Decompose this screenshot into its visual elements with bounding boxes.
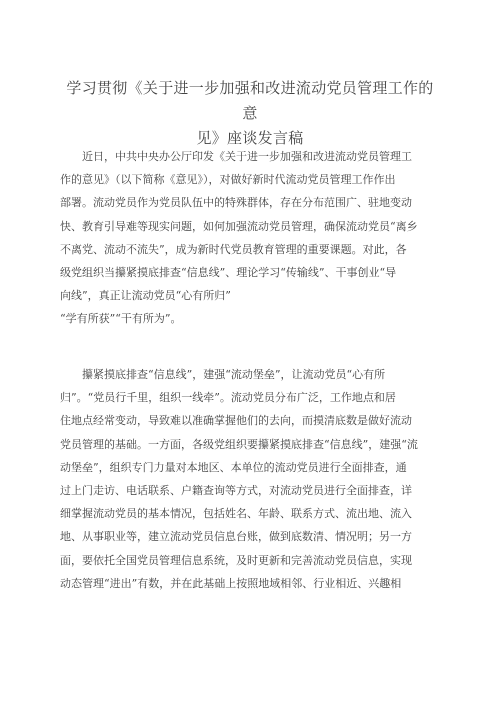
document-title [60,76,440,151]
paragraph-line: 归”。“党员行千里，组织一线牵”。流动党员分布广泛，工作地点和居 [60,391,396,405]
paragraph-line: 地、从事职业等，建立流动党员信息台账，做到底数清、情况明；另一方 [60,530,412,544]
paragraph-line: 动态管理“进出”有数，并在此基础上按照地域相邻、行业相近、兴趣相 [60,576,402,590]
paragraph-line: 快、教育引导难等现实问题，如何加强流动党员管理，确保流动党员“离乡 [60,219,418,233]
paragraph-line: 不离党、流动不流失”，成为新时代党员教育管理的重要课题。对此，各 [60,242,407,256]
paragraph-line: 攥紧摸底排查“信息线”，建强“流动堡垒”，让流动党员“心有所 [82,368,386,381]
title-line-2: 见》座谈发言稿 [196,129,304,147]
paragraph-line: 作的意见》（以下简称《意见》），对做好新时代流动党员管理工作作出 [60,173,396,187]
paragraph-line: 动堡垒”，组织专门力量对本地区、本单位的流动党员进行全面排查，通 [60,460,407,474]
paragraph-line: 细掌握流动党员的基本情况，包括姓名、年龄、联系方式、流出地、流入 [60,507,412,521]
title-line-1: 学习贯彻《关于进一步加强和改进流动党员管理工作的意 [66,79,434,122]
paragraph-line: 党员管理的基础。一方面，各级党组织要攥紧摸底排查“信息线”，建强“流 [60,437,418,451]
paragraph-line: “学有所获”“干有所为”。 [60,312,182,326]
paragraph-1 [60,145,444,331]
paragraph-line: 面，要依托全国党员管理信息系统，及时更新和完善流动党员信息，实现 [60,553,412,567]
paragraph-2 [60,363,444,595]
paragraph-line: 过上门走访、电话联系、户籍查询等方式，对流动党员进行全面排查，详 [60,484,412,498]
paragraph-line: 住地点经常变动，导致难以准确掌握他们的去向，而摸清底数是做好流动 [60,414,412,428]
paragraph-line: 近日，中共中央办公厅印发《关于进一步加强和改进流动党员管理工 [82,150,412,163]
paragraph-line: 向线”，真正让流动党员“心有所归” [60,289,231,303]
paragraph-line: 部署。流动党员作为党员队伍中的特殊群体，存在分布范围广、驻地变动 [60,196,412,210]
paragraph-line: 级党组织当攥紧摸底排查“信息线”、理论学习“传输线”、干事创业“导 [60,266,397,280]
